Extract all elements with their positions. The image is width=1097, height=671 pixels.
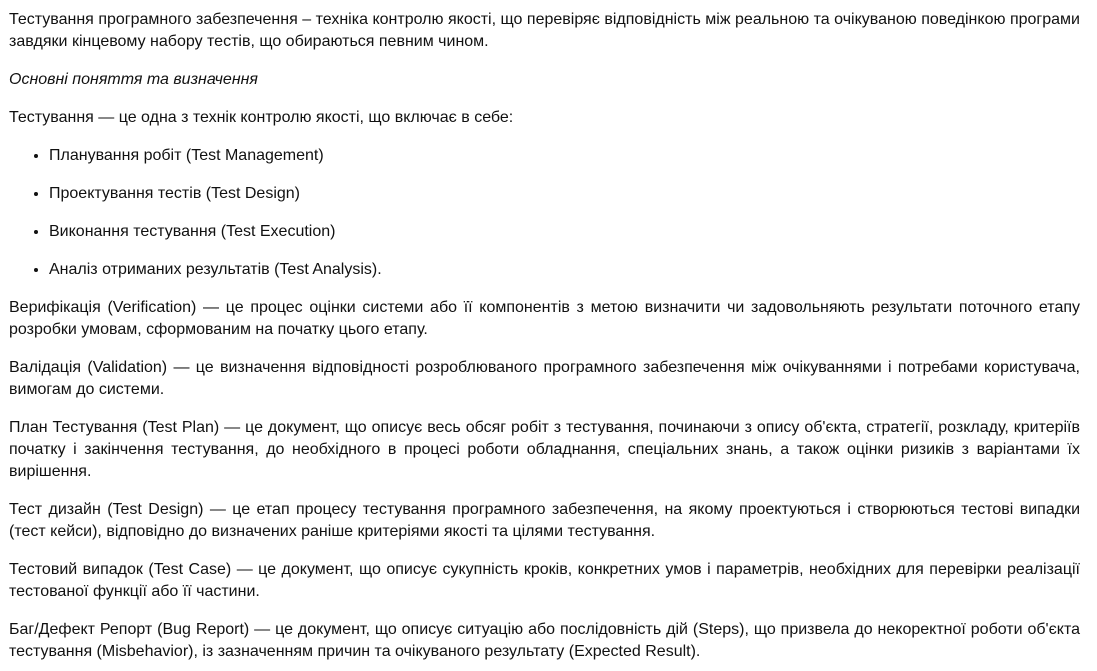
definition-test-case: Тестовий випадок (Test Case) — це документ, що описує сукупність кроків, конкретних умов і параметрів, необхідних для перевірки реалізації тестованої функції або її частини. [9,561,1080,600]
definition-test-plan: План Тестування (Test Plan) — це документ, що описує весь обсяг робіт з тестування, починаючи з опису об'єкта, стратегії, розкладу, критеріїв початку і закінчення тестування, до необхідного в процесі роботи обладнання, спеціальних знань, а також оцінки ризиків з варіантами їх вирішення. [9,419,1080,480]
intro-paragraph: Тестування програмного забезпечення – техніка контролю якості, що перевіряє відповідність між реальною та очікуваною поведінкою програми завдяки кінцевому набору тестів, що обираються певним чином. [9,11,1080,50]
definition-verification: Верифікація (Verification) — це процес оцінки системи або її компонентів з метою визначити чи задовольняють результати поточного етапу розробки умовам, сформованим на початку цього етапу. [9,299,1080,338]
definition-test-design: Тест дизайн (Test Design) — це етап процесу тестування програмного забезпечення, на якому проектуються і створюються тестові випадки (тест кейси), відповідно до визначених раніше критеріями якості та цілями тестування. [9,501,1080,540]
list-item: • Планування робіт (Test Management) [49,145,1080,167]
list-item: • Проектування тестів (Test Design) [49,183,1080,205]
list-item: • Аналіз отриманих результатів (Test Analysis). [49,259,1080,281]
list-item: • Виконання тестування (Test Execution) [49,221,1080,243]
section-title: Основні поняття та визначення [9,71,258,88]
testing-definition: Тестування — це одна з технік контролю якості, що включає в себе: [9,109,514,126]
definition-bug-report: Баг/Дефект Репорт (Bug Report) — це документ, що описує ситуацію або послідовність дій (Steps), що призвела до некоректної роботи об'єкта тестування (Misbehavior), із зазначенням причин та очікуваного результату (Expected Result). [9,621,1080,660]
testing-list [9,145,1080,281]
definition-validation: Валідація (Validation) — це визначення відповідності розроблюваного програмного забезпечення між очікуваннями і потребами користувача, вимогам до системи. [9,359,1080,398]
